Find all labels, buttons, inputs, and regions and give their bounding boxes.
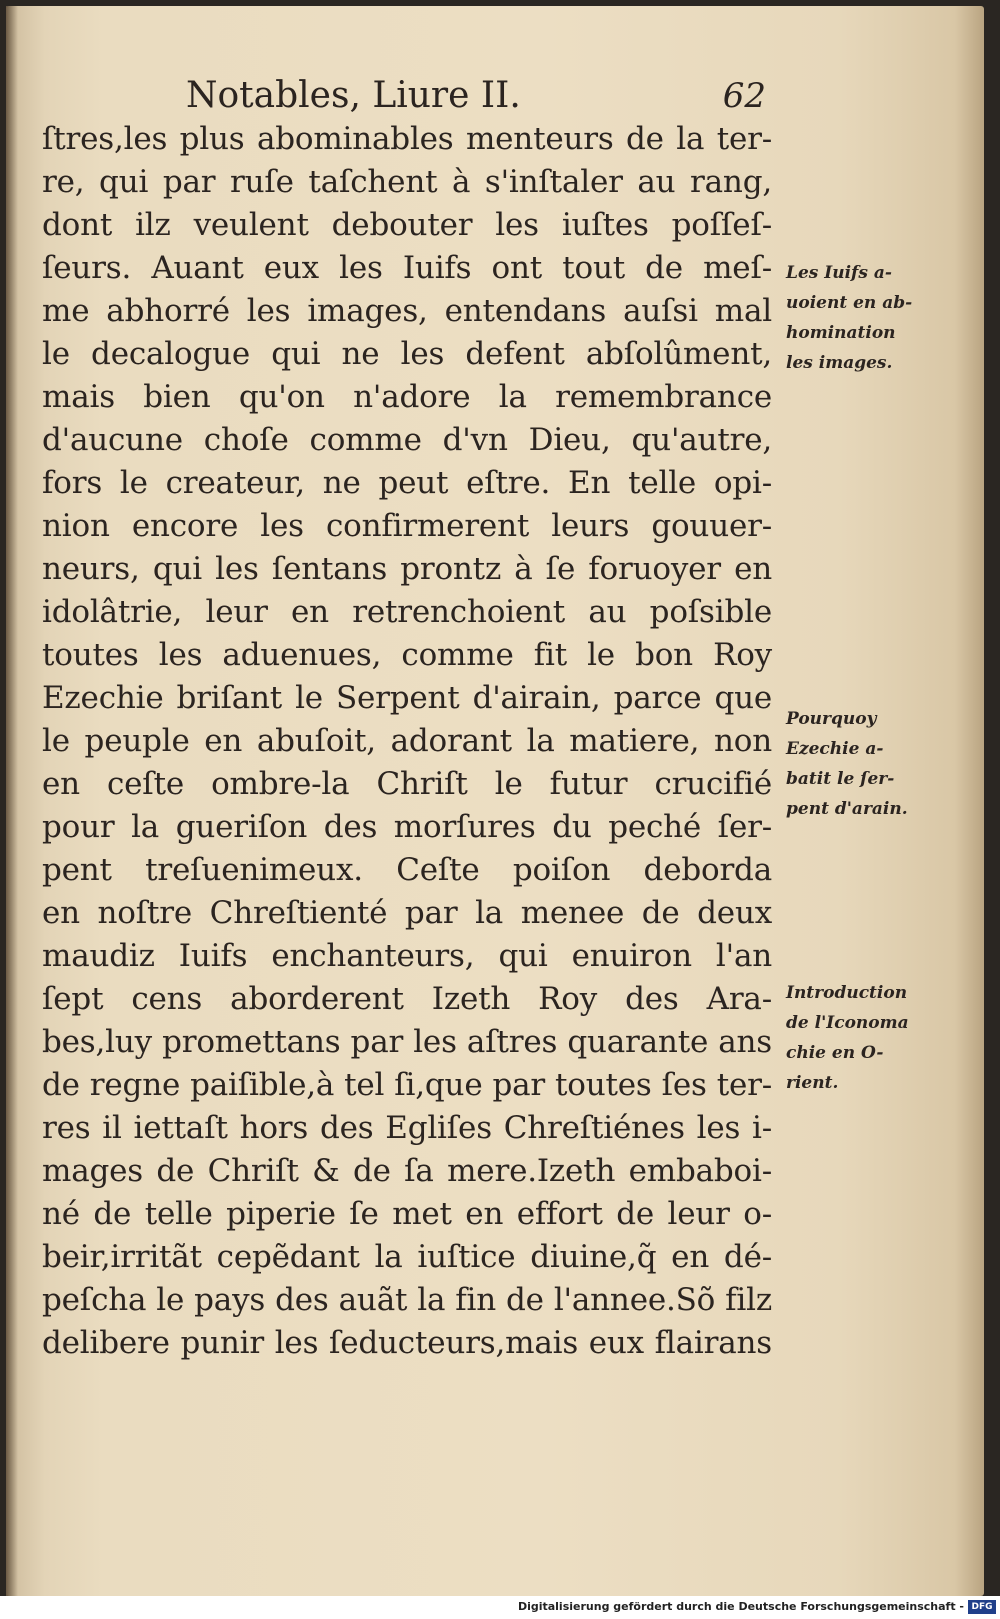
note-line: de l'Iconoma [786, 1013, 909, 1033]
dfg-logo: DFG [968, 1600, 996, 1614]
note-line: Les Iuifs a- [786, 263, 892, 283]
digitization-footer [0, 1596, 1000, 1619]
running-header [186, 72, 766, 120]
text-line: d'aucune choſe comme d'vn Dieu, qu'autre, [42, 422, 772, 458]
note-line: uoient en ab- [786, 293, 913, 313]
text-line: fors le createur, ne peut eſtre. En telle opi- [42, 465, 772, 501]
main-text [42, 118, 772, 1365]
text-line: ſtres,les plus abominables menteurs de la ter- [42, 121, 772, 157]
note-line: chie en O- [786, 1043, 884, 1063]
margin-note-ezechie [786, 704, 946, 824]
text-line: res il iettaſt hors des Egliſes Chreſtiénes les i- [42, 1110, 772, 1146]
text-line: en noſtre Chreſtienté par la menee de deux [42, 895, 772, 931]
text-line: bes,luy promettans par les aſtres quarante ans [42, 1024, 772, 1060]
text-line: le decalogue qui ne les defent abſolûment, [42, 336, 772, 372]
text-line: beir,irritãt cepẽdant la iuſtice diuine,q̃ en dé- [42, 1239, 772, 1275]
note-line: Pourquoy [786, 709, 877, 729]
text-line: dont ilz veulent debouter les iuſtes poſſeſ- [42, 207, 772, 243]
text-line: toutes les aduenues, comme fit le bon Roy [42, 637, 772, 673]
note-line: Ezechie a- [786, 739, 884, 759]
note-line: homination [786, 323, 896, 343]
text-line: ſeurs. Auant eux les Iuifs ont tout de meſ- [42, 250, 772, 286]
margin-note-iconomachie [786, 978, 946, 1098]
text-line: mais bien qu'on n'adore la remembrance [42, 379, 772, 415]
note-line: pent d'arain. [786, 799, 908, 819]
text-line: peſcha le pays des auãt la fin de l'annee.Sõ filz [42, 1282, 772, 1318]
text-line: Ezechie briſant le Serpent d'airain, parce que [42, 680, 772, 716]
text-line: neurs, qui les ſentans prontz à ſe foruoyer en [42, 551, 772, 587]
text-line: re, qui par ruſe taſchent à s'inſtaler au rang, [42, 164, 772, 200]
funding-credit: Digitalisierung gefördert durch die Deutsche Forschungsgemeinschaft - [517, 1600, 964, 1613]
margin-note-iuifs [786, 258, 946, 378]
note-line: Introduction [786, 983, 908, 1003]
text-line: me abhorré les images, entendans auſsi mal [42, 293, 772, 329]
text-line: nion encore les confirmerent leurs gouuer- [42, 508, 772, 544]
note-line: rient. [786, 1073, 839, 1093]
note-line: batit le ſer- [786, 769, 895, 789]
text-line: maudiz Iuifs enchanteurs, qui enuiron l'an [42, 938, 772, 974]
text-line: pour la gueriſon des morſures du peché ſer- [42, 809, 772, 845]
text-line: pent treſuenimeux. Ceſte poiſon deborda [42, 852, 772, 888]
text-line: né de telle piperie ſe met en effort de leur o- [42, 1196, 772, 1232]
note-line: les images. [786, 353, 893, 373]
text-line: en ceſte ombre-la Chriſt le futur crucifié [42, 766, 772, 802]
text-line: idolâtrie, leur en retrenchoient au poſsible [42, 594, 772, 630]
page-number: 62 [722, 76, 766, 116]
text-line: ſept cens aborderent Izeth Roy des Ara- [42, 981, 772, 1017]
text-line: mages de Chriſt & de ſa mere.Izeth embaboi- [42, 1153, 772, 1189]
text-line: delibere punir les ſeducteurs,mais eux flairans [42, 1325, 772, 1361]
text-line: de regne paiſible,à tel ſi,que par toutes ſes ter- [42, 1067, 772, 1103]
book-page [6, 6, 984, 1596]
text-line: le peuple en abuſoit, adorant la matiere, non [42, 723, 772, 759]
running-title: Notables, Liure II. [186, 75, 521, 116]
